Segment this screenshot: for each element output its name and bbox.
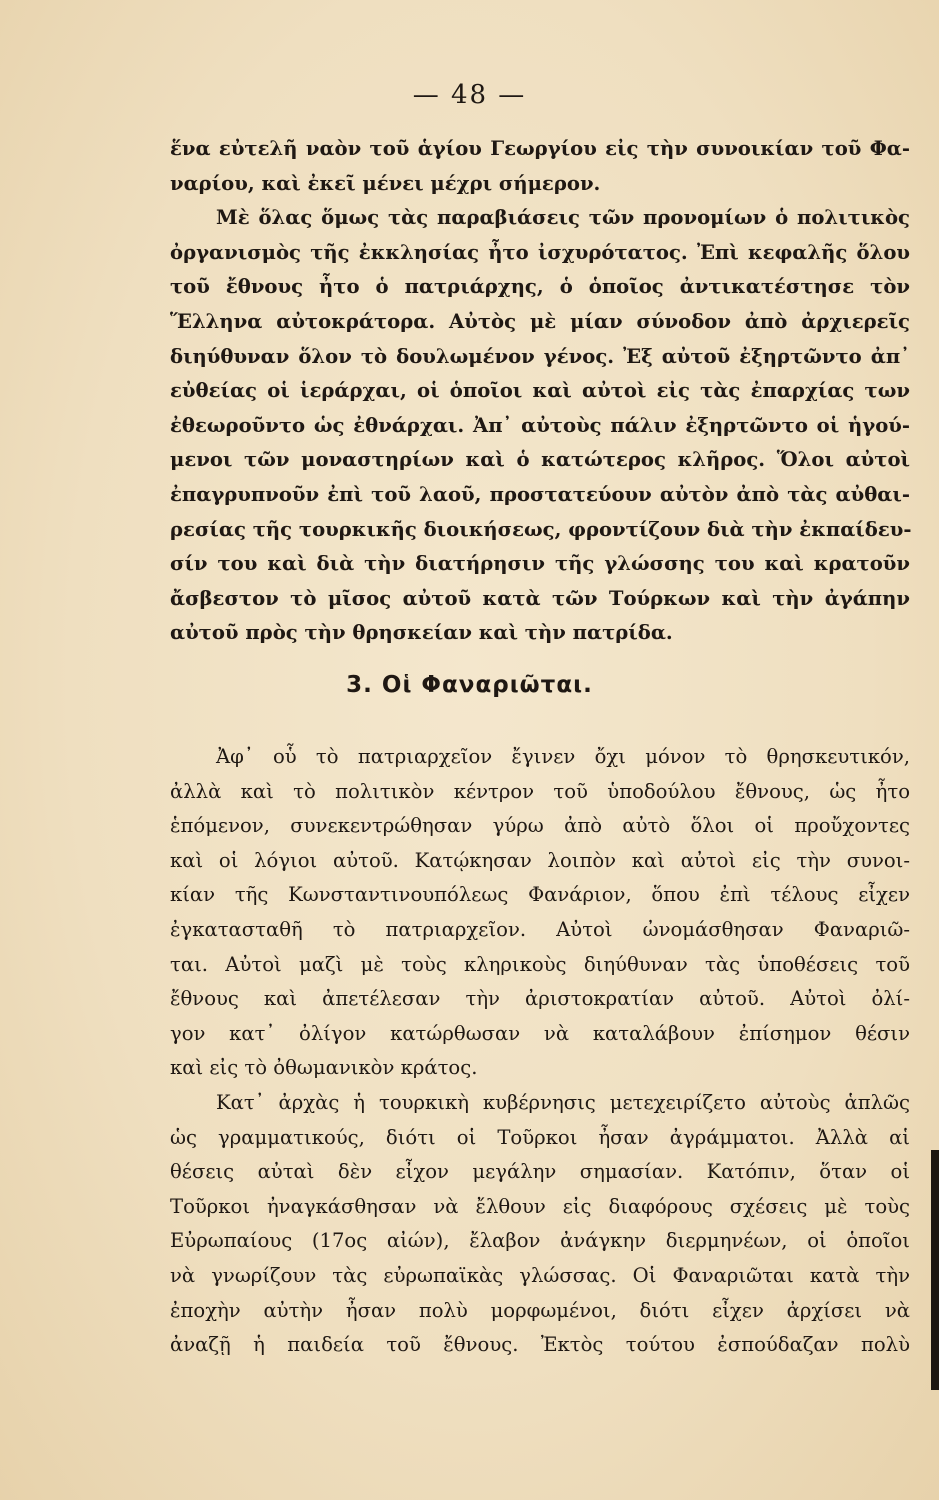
page-edge-shadow xyxy=(931,1150,939,1390)
text-line: ρεσίας τῆς τουρκικῆς διοικήσεως, φροντίζουν διὰ τὴν ἐκπαίδευ- xyxy=(170,517,912,541)
section-2-text xyxy=(170,740,910,1363)
page-number: — 48 — xyxy=(412,80,527,110)
text-line: εὐθείας οἱ ἱεράρχαι, οἱ ὁποῖοι καὶ αὐτοὶ εἰς τὰς ἐπαρχίας των xyxy=(170,379,910,403)
text-line: ναρίου, καὶ ἐκεῖ μένει μέχρι σήμερον. xyxy=(170,171,601,195)
text-line: τοῦ ἔθνους ἦτο ὁ πατριάρχης, ὁ ὁποῖος ἀντικατέστησε τὸν xyxy=(170,275,910,299)
text-line: καὶ εἰς τὸ ὀθωμανικὸν κράτος. xyxy=(170,1056,478,1080)
text-line: καὶ οἱ λόγιοι αὐτοῦ. Κατῴκησαν λοιπὸν καὶ αὐτοὶ εἰς τὴν συνοι- xyxy=(170,848,910,872)
text-line: σίν του καὶ διὰ τὴν διατήρησιν τῆς γλώσσης του καὶ κρατοῦν xyxy=(170,552,910,576)
text-line: ἐπαγρυπνοῦν ἐπὶ τοῦ λαοῦ, προστατεύουν αὐτὸν ἀπὸ τὰς αὐθαι- xyxy=(170,482,910,506)
text-line: κίαν τῆς Κωνσταντινουπόλεως Φανάριον, ὅπου ἐπὶ τέλους εἶχεν xyxy=(170,883,910,907)
text-line: Τοῦρκοι ἠναγκάσθησαν νὰ ἔλθουν εἰς διαφόρους σχέσεις μὲ τοὺς xyxy=(170,1194,910,1218)
text-line: διηύθυναν ὅλον τὸ δουλωμένον γένος. Ἐξ αὐτοῦ ἐξηρτῶντο ἀπ᾽ xyxy=(170,344,910,368)
text-line: Μὲ ὅλας ὅμως τὰς παραβιάσεις τῶν προνομίων ὁ πολιτικὸς xyxy=(216,206,910,230)
section-heading: 3. Οἱ Φαναριῶται. xyxy=(346,672,593,698)
text-line: αὐτοῦ πρὸς τὴν θρησκείαν καὶ τὴν πατρίδα. xyxy=(170,621,673,645)
text-line: Εὐρωπαίους (17ος αἰών), ἔλαβον ἀνάγκην διερμηνέων, οἱ ὁποῖοι xyxy=(170,1229,910,1253)
text-line: ἐγκατασταθῆ τὸ πατριαρχεῖον. Αὐτοὶ ὠνομάσθησαν Φαναριῶ- xyxy=(170,917,910,941)
text-line: ἕνα εὐτελῆ ναὸν τοῦ ἁγίου Γεωργίου εἰς τὴν συνοικίαν τοῦ Φα- xyxy=(170,137,910,160)
text-line: Ἕλληνα αὐτοκράτορα. Αὐτὸς μὲ μίαν σύνοδον ἀπὸ ἀρχιερεῖς xyxy=(170,309,910,333)
text-line: ὡς γραμματικούς, διότι οἱ Τοῦρκοι ἦσαν ἀγράμματοι. Ἀλλὰ αἱ xyxy=(170,1125,910,1149)
text-line: ἔθνους καὶ ἀπετέλεσαν τὴν ἀριστοκρατίαν αὐτοῦ. Αὐτοὶ ὀλί- xyxy=(170,987,910,1011)
text-line: Κατ᾽ ἀρχὰς ἡ τουρκικὴ κυβέρνησις μετεχειρίζετο αὐτοὺς ἁπλῶς xyxy=(216,1090,910,1114)
text-line: ἄσβεστον τὸ μῖσος αὐτοῦ κατὰ τῶν Τούρκων καὶ τὴν ἀγάπην xyxy=(170,586,910,610)
text-line: γον κατ᾽ ὀλίγον κατώρθωσαν νὰ καταλάβουν ἐπίσημον θέσιν xyxy=(170,1021,910,1045)
text-line: ἀναζῇ ἡ παιδεία τοῦ ἔθνους. Ἐκτὸς τούτου ἐσπούδαζαν πολὺ xyxy=(170,1333,910,1357)
text-line: ἑπόμενον, συνεκεντρώθησαν γύρω ἀπὸ αὐτὸ ὅλοι οἱ προὔχοντες xyxy=(170,814,910,838)
text-line: ἐθεωροῦντο ὡς ἐθνάρχαι. Ἀπ᾽ αὐτοὺς πάλιν ἐξηρτῶντο οἱ ἡγού- xyxy=(170,413,910,437)
text-line: ἀλλὰ καὶ τὸ πολιτικὸν κέντρον τοῦ ὑποδούλου ἔθνους, ὡς ἦτο xyxy=(170,779,910,803)
text-line: ὀργανισμὸς τῆς ἐκκλησίας ἦτο ἰσχυρότατος. Ἐπὶ κεφαλῆς ὅλου xyxy=(170,240,910,264)
text-line: ἐποχὴν αὐτὴν ἦσαν πολὺ μορφωμένοι, διότι εἶχεν ἀρχίσει νὰ xyxy=(170,1298,910,1322)
text-line: νὰ γνωρίζουν τὰς εὐρωπαϊκὰς γλώσσας. Οἱ Φαναριῶται κατὰ τὴν xyxy=(170,1263,910,1287)
text-line: ται. Αὐτοὶ μαζὶ μὲ τοὺς κληρικοὺς διηύθυναν τὰς ὑποθέσεις τοῦ xyxy=(170,952,910,976)
text-line: μενοι τῶν μοναστηρίων καὶ ὁ κατώτερος κλῆρος. Ὅλοι αὐτοὶ xyxy=(170,448,910,472)
section-1-text xyxy=(170,132,910,651)
text-line: θέσεις αὐταὶ δὲν εἶχον μεγάλην σημασίαν. Κατόπιν, ὅταν οἱ xyxy=(170,1160,910,1184)
text-line: Ἀφ᾽ οὗ τὸ πατριαρχεῖον ἔγινεν ὄχι μόνον τὸ θρησκευτικόν, xyxy=(216,745,910,768)
